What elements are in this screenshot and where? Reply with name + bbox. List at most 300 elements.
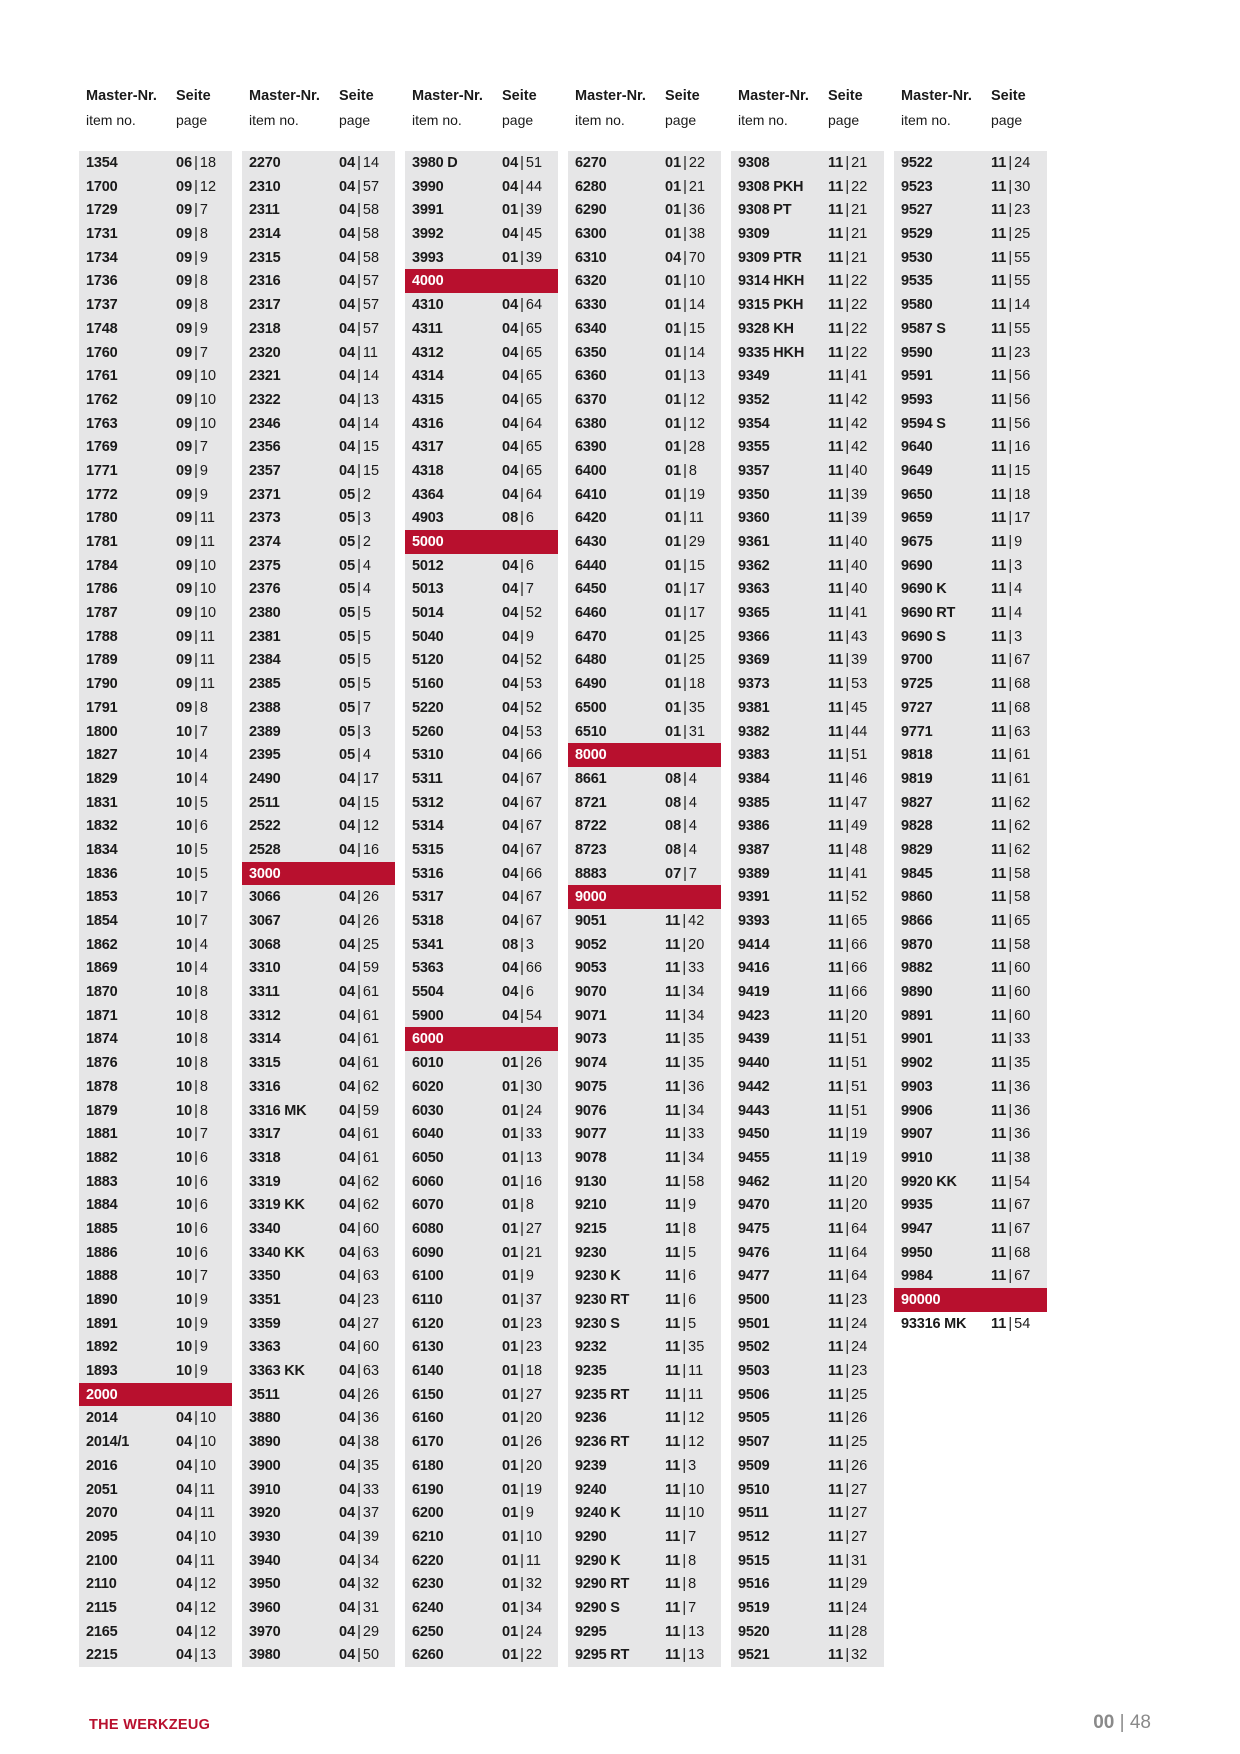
page-reference [828,250,867,266]
page-reference [339,534,371,550]
page-number-value: 8 [525,1197,534,1214]
index-row [731,1383,884,1407]
item-number: 3980 [249,1647,281,1664]
index-row [242,1335,395,1359]
page-number-value: 23 [525,1315,543,1332]
page-reference [665,1292,696,1308]
page-reference [502,1292,542,1308]
index-row [242,388,395,412]
page-separator: | [683,865,687,882]
page-reference [339,652,371,668]
chapter-number: 11 [991,865,1007,882]
index-row [731,1620,884,1644]
page-separator: | [683,368,687,385]
chapter-number: 11 [828,273,844,290]
item-number: 3910 [249,1481,281,1498]
page-separator: | [1008,534,1013,550]
item-number: 2380 [249,605,281,622]
index-row [242,1004,395,1028]
page-reference [665,1434,704,1450]
page-separator: | [845,1268,850,1285]
page-number-value: 66 [525,865,543,882]
page-reference [502,984,534,1000]
index-row [242,412,395,436]
item-number: 3315 [249,1055,281,1072]
page-separator: | [682,1623,687,1640]
page-reference [502,463,542,479]
page-separator: | [357,936,361,953]
header-item-no: item no. [412,112,462,128]
page-separator: | [520,1528,524,1545]
page-number-value: 7 [199,1268,208,1285]
page-separator: | [194,1126,198,1143]
page-reference [828,1174,867,1190]
page-separator: | [194,462,198,479]
page-number-value: 9 [1014,534,1023,550]
page-number-value: 17 [362,770,380,787]
item-number: 2095 [86,1528,118,1545]
page-separator: | [357,1386,361,1403]
page-separator: | [845,865,850,882]
page-number-value: 64 [525,297,543,314]
page-reference [339,913,379,929]
page-separator: | [845,486,850,503]
index-row [568,1406,721,1430]
page-reference [828,747,867,763]
index-row [79,412,232,436]
item-number: 6300 [575,226,607,243]
page-number-value: 22 [525,1647,543,1664]
index-row [79,1217,232,1241]
page-number-value: 9 [199,249,208,266]
index-row [242,1430,395,1454]
page-separator: | [845,1623,850,1640]
item-number: 2115 [86,1599,117,1616]
page-number-value: 10 [199,1410,217,1427]
chapter-number: 04 [339,770,356,787]
page-reference [502,416,542,432]
index-row [79,1193,232,1217]
page-number-value: 16 [1014,439,1031,456]
chapter-number: 01 [665,652,682,669]
index-row [79,506,232,530]
index-row [79,317,232,341]
item-number: 3312 [249,1007,281,1024]
index-row [894,933,1047,957]
index-row [731,909,884,933]
chapter-number: 10 [176,770,193,787]
page-reference [339,1031,379,1047]
item-number: 9052 [575,936,607,953]
page-number-value: 11 [688,510,704,527]
item-number: 1354 [86,155,118,171]
page-reference [665,1458,696,1474]
index-row [731,554,884,578]
item-number: 9240 [575,1481,607,1498]
page-reference [665,487,705,503]
chapter-number: 11 [828,960,844,977]
page-reference [339,842,379,858]
item-number: 6310 [575,249,607,266]
page-number-value: 4 [199,747,208,764]
page-separator: | [1008,1173,1013,1190]
chapter-number: 11 [665,1623,681,1640]
index-list [731,151,884,1667]
page-separator: | [683,723,687,740]
index-row [79,980,232,1004]
page-separator: | [682,1220,687,1237]
page-separator: | [845,1173,850,1190]
page-reference [502,487,542,503]
page-separator: | [682,1481,687,1498]
index-row [894,1193,1047,1217]
chapter-number: 11 [991,178,1007,195]
page-reference [991,913,1030,929]
page-reference [828,321,867,337]
item-number: 6070 [412,1197,444,1214]
page-reference [176,866,208,882]
item-number: 4318 [412,462,444,479]
page-separator: | [194,320,198,337]
page-separator: | [520,605,524,622]
chapter-number: 04 [502,391,519,408]
page-separator: | [520,1315,524,1332]
item-number: 3350 [249,1268,281,1285]
page-number-value: 43 [851,628,868,645]
chapter-number: 10 [176,1007,193,1024]
chapter-number: 09 [176,226,193,243]
page-reference [176,1126,208,1142]
item-number: 2100 [86,1552,118,1569]
page-reference [339,1008,379,1024]
item-number: 9290 [575,1528,607,1545]
page-number-value: 40 [851,581,868,598]
page-number-value: 55 [1014,273,1031,290]
page-number-value: 50 [362,1647,380,1664]
item-number: 9230 S [575,1315,620,1332]
chapter-number: 09 [176,202,193,219]
page-reference [502,1197,534,1213]
page-separator: | [194,1268,198,1285]
chapter-number: 04 [339,1434,356,1451]
page-separator: | [194,1647,198,1664]
chapter-number: 04 [339,462,356,479]
page-separator: | [357,462,361,479]
item-number: 9419 [738,984,770,1001]
item-number: 9391 [738,889,770,906]
page-reference [502,1576,542,1592]
page-reference [502,771,542,787]
page-separator: | [194,605,198,622]
chapter-number: 04 [502,178,519,195]
chapter-number: 11 [828,747,844,764]
index-list-shaded [405,151,558,1667]
page-separator: | [357,510,361,527]
page-reference [828,1529,867,1545]
chapter-number: 01 [502,1078,519,1095]
index-row [405,1241,558,1265]
index-row [405,767,558,791]
chapter-number: 09 [176,178,193,195]
item-number: 9361 [738,534,770,550]
chapter-number: 04 [502,155,519,171]
item-number: 2310 [249,178,281,195]
page-reference [502,250,542,266]
page-number-value: 16 [362,841,380,858]
item-number: 9520 [738,1623,770,1640]
index-row [242,1288,395,1312]
item-number: 6400 [575,462,607,479]
index-row [731,1406,884,1430]
page-separator: | [1008,415,1013,432]
chapter-number: 08 [665,841,682,858]
index-row [894,672,1047,696]
chapter-number: 04 [339,1007,356,1024]
index-row [79,1075,232,1099]
page-number-value: 21 [851,155,868,171]
item-number: 9389 [738,865,770,882]
chapter-number: 04 [502,415,519,432]
page-separator: | [520,1292,524,1308]
item-number: 1871 [86,1007,118,1024]
chapter-number: 04 [665,249,682,266]
page-reference [828,581,867,597]
chapter-number: 09 [176,320,193,337]
index-row [568,1335,721,1359]
item-number: 1890 [86,1292,118,1308]
page-separator: | [845,155,850,171]
chapter-number: 11 [991,628,1007,645]
page-number-value: 4 [1014,605,1023,622]
page-separator: | [1008,1126,1013,1143]
page-number-value: 34 [688,1102,705,1119]
page-number-value: 20 [851,1173,868,1190]
page-separator: | [357,1505,361,1522]
header-page: page [665,112,697,128]
index-row [731,1335,884,1359]
page-reference [991,984,1030,1000]
page-reference [502,605,542,621]
item-number: 1836 [86,865,118,882]
page-separator: | [357,1244,361,1261]
page-separator: | [520,439,524,456]
page-number-value: 65 [851,913,868,929]
page-number-value: 68 [1014,1244,1031,1261]
chapter-number: 01 [502,1126,519,1143]
chapter-number: 10 [176,1315,193,1332]
index-row [568,246,721,270]
page-separator: | [520,510,524,527]
item-number: 9363 [738,581,770,598]
item-number: 3316 MK [249,1102,307,1119]
page-reference [665,179,705,195]
page-separator: | [194,297,198,314]
page-separator: | [845,1434,850,1451]
page-separator: | [845,1481,850,1498]
index-row [894,909,1047,933]
page-number-value: 6 [525,557,534,574]
page-separator: | [845,1031,850,1048]
chapter-number: 01 [502,1244,519,1261]
page-number-value: 15 [362,462,380,479]
item-number: 8721 [575,794,607,811]
page-number-value: 9 [199,462,208,479]
page-reference [176,652,215,668]
page-separator: | [845,770,850,787]
page-reference [176,510,215,526]
item-number: 5311 [412,770,443,787]
item-number: 9828 [901,818,933,835]
index-row [731,317,884,341]
page-reference [339,321,379,337]
chapter-number: 00 [1093,1712,1115,1733]
item-number: 5000 [412,534,444,550]
index-row [79,767,232,791]
index-row [894,459,1047,483]
chapter-number: 10 [176,1126,193,1143]
index-row [731,1075,884,1099]
item-number: 9455 [738,1149,770,1166]
page-separator: | [194,344,198,361]
chapter-number: 11 [991,1173,1007,1190]
page-number-value: 10 [199,1528,217,1545]
page-number-value: 34 [688,1149,705,1166]
page-number-value: 25 [1014,226,1031,243]
chapter-number: 01 [665,202,682,219]
page-separator: | [845,581,850,598]
index-row [242,222,395,246]
page-number-value: 11 [199,652,215,669]
page-reference [828,1576,867,1592]
page-separator: | [1008,747,1013,764]
page-separator: | [1008,1007,1013,1024]
page-number-value: 62 [362,1078,380,1095]
chapter-number: 11 [665,1363,681,1380]
index-row [731,293,884,317]
page-reference [991,842,1030,858]
page-separator: | [194,1031,198,1048]
chapter-number: 11 [828,889,844,906]
page-reference [502,202,542,218]
page-reference [665,1103,704,1119]
chapter-number: 04 [339,415,356,432]
page-number-value: 52 [525,652,543,669]
index-list [568,151,721,1667]
page-separator: | [194,1220,198,1237]
page-reference [991,179,1030,195]
index-row [731,222,884,246]
item-number: 2314 [249,226,281,243]
page-number-value: 34 [525,1599,543,1616]
page-reference [828,1482,867,1498]
page-reference [665,345,705,361]
item-number: 9235 RT [575,1386,630,1403]
index-row [405,862,558,886]
page-separator: | [845,320,850,337]
page-number-value: 21 [851,226,868,243]
page-number-value: 58 [1014,936,1031,953]
page-separator: | [845,1386,850,1403]
item-number: 1737 [86,297,118,314]
chapter-number: 04 [339,1386,356,1403]
item-number: 6330 [575,297,607,314]
index-row [242,1099,395,1123]
page-number-value: 40 [851,557,868,574]
item-number: 9130 [575,1173,607,1190]
chapter-number: 11 [665,1599,681,1616]
page-separator: | [845,652,850,669]
page-reference [502,558,534,574]
page-number-value: 22 [688,155,706,171]
item-number: 9308 PT [738,202,792,219]
chapter-number: 06 [176,155,193,171]
page-separator: | [845,747,850,764]
page-reference [991,1174,1030,1190]
chapter-number: 04 [502,818,519,835]
page-reference [991,202,1030,218]
page-reference [176,487,208,503]
chapter-number: 01 [665,273,682,290]
page-number-value: 4 [362,557,371,574]
page-reference [665,202,705,218]
page-number-value: 13 [362,391,380,408]
page-separator: | [520,699,524,716]
index-row [405,909,558,933]
page-separator: | [520,770,524,787]
index-row [242,1478,395,1502]
item-number: 6000 [412,1031,444,1048]
column-header [568,88,721,132]
page-separator: | [683,486,687,503]
item-number: 9470 [738,1197,770,1214]
page-number-value: 7 [688,865,697,882]
page-separator: | [682,1102,687,1119]
page-separator: | [845,1647,850,1664]
page-separator: | [682,1552,687,1569]
page-reference [665,1221,696,1237]
page-separator: | [357,1410,361,1427]
page-separator: | [194,1505,198,1522]
page-separator: | [520,1576,524,1593]
index-row [79,1478,232,1502]
item-number: 9527 [901,202,933,219]
item-number: 9529 [901,226,933,243]
page-number-value: 61 [362,1031,380,1048]
item-number: 9071 [575,1007,607,1024]
chapter-number: 11 [828,628,844,645]
index-row [405,388,558,412]
page-separator: | [1008,1055,1013,1072]
chapter-number: 10 [176,960,193,977]
chapter-number: 01 [502,1363,519,1380]
index-row [731,814,884,838]
index-row [405,1146,558,1170]
page-number-value: 33 [688,960,705,977]
chapter-number: 04 [339,1576,356,1593]
chapter-number: 11 [665,1386,681,1403]
page-reference [176,818,208,834]
page-reference [502,1055,542,1071]
page-number-value: 61 [362,1149,380,1166]
page-number-value: 60 [1014,984,1031,1001]
index-row [568,1099,721,1123]
page-number-value: 27 [362,1315,380,1332]
index-row [79,1146,232,1170]
page-reference [991,771,1030,787]
page-number-value: 9 [525,1505,534,1522]
item-number: 3067 [249,913,281,929]
page-separator: | [357,415,361,432]
